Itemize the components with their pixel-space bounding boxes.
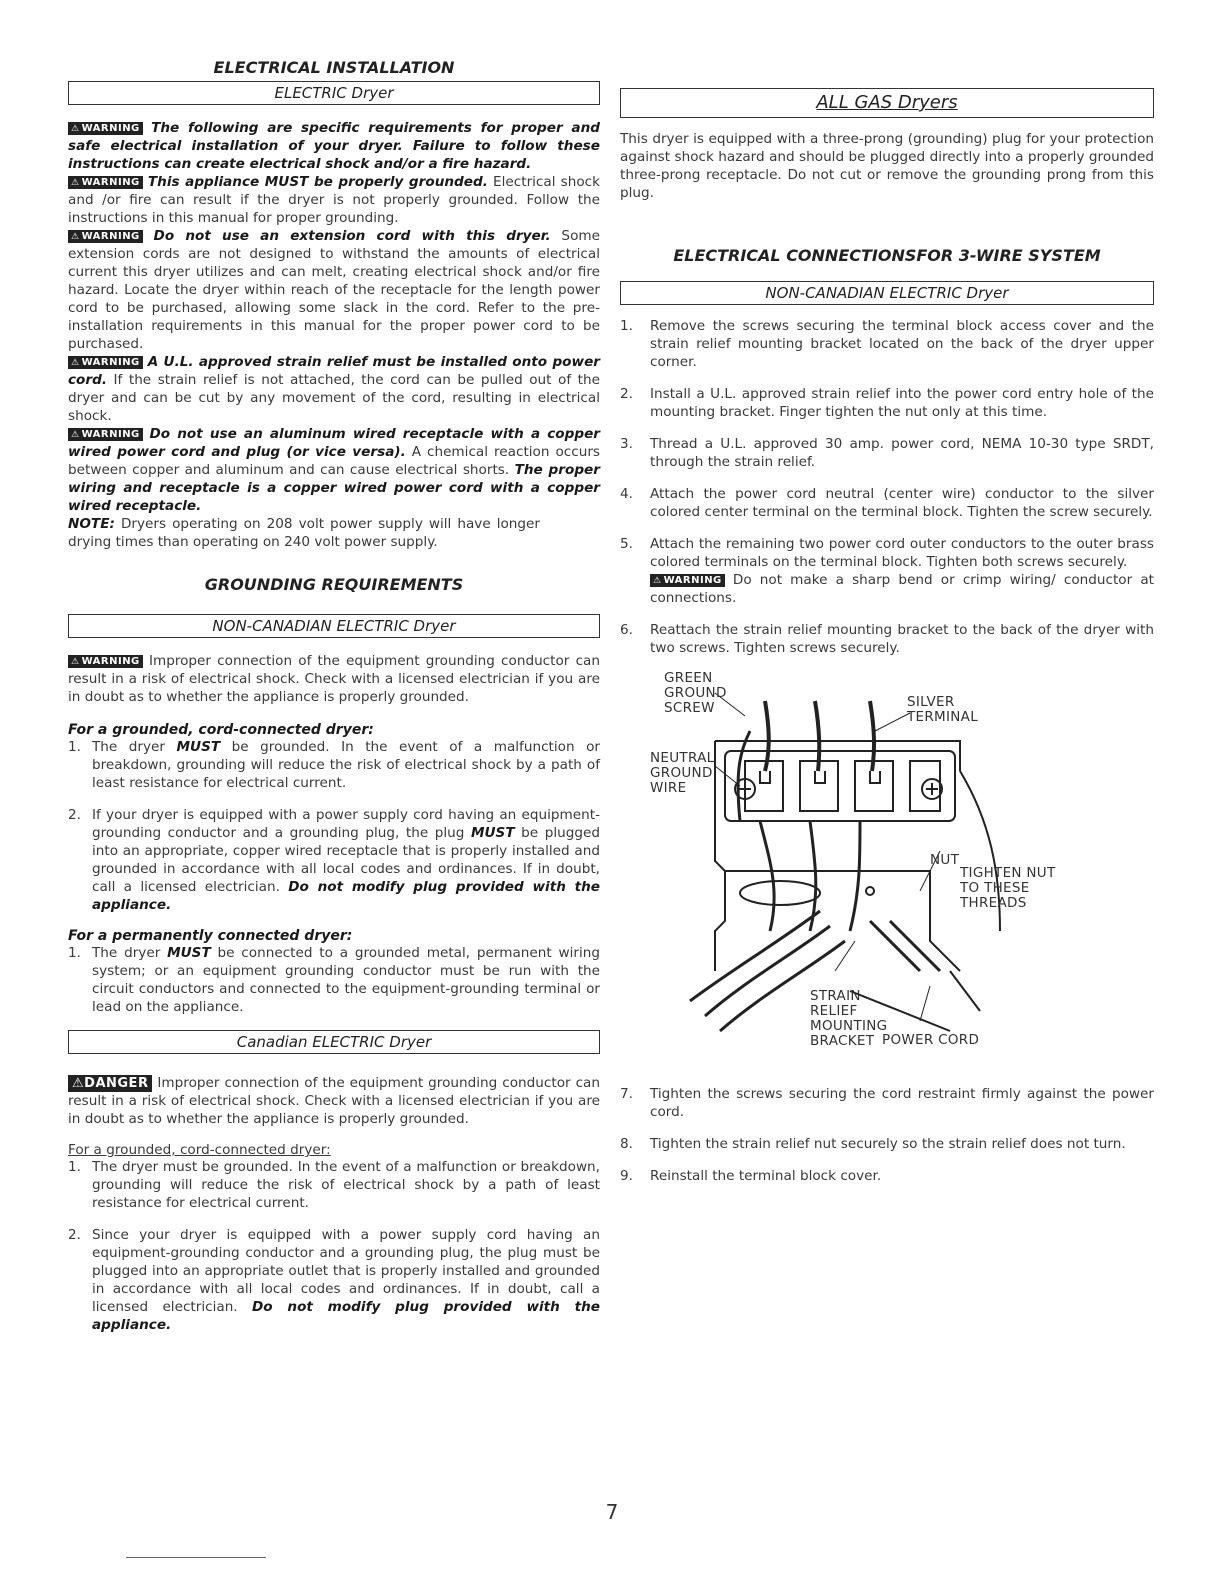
final-steps [620, 1085, 1154, 1185]
warning-triangle-icon: ⚠ [71, 358, 80, 368]
label-neutral-ground-wire: NEUTRAL GROUND WIRE [650, 750, 715, 796]
warning-triangle-icon: ⚠ [72, 1076, 85, 1091]
electrical-installation-title: ELECTRICAL INSTALLATION [213, 58, 455, 77]
warning-triangle-icon: ⚠ [71, 178, 80, 188]
warning-triangle-icon: ⚠ [71, 430, 80, 440]
warning-paragraph-4: ⚠ WARNING A U.L. approved strain relief must be installed onto power cord. If the strain relief is not attached, the cord can be pulled out of the dryer and can be cut by any movement of the cord, resulting in electrical shock. [68, 354, 600, 424]
permanently-connected-list [68, 944, 600, 1016]
warning-badge: ⚠ WARNING [68, 428, 143, 441]
warning-triangle-icon: ⚠ [71, 232, 80, 242]
list-item: 2. Since your dryer is equipped with a power supply cord having an equipment-grounding conductor and a grounding plug, the plug must be plugged into an appropriate outlet that is properly installed and grounded in accordance with all local codes and ordinances. If in doubt, call a licensed electrician. Do not modify plug provided with the appliance. [68, 1227, 600, 1333]
label-power-cord: POWER CORD [882, 1032, 980, 1048]
list-item: 1. The dryer must be grounded. In the event of a malfunction or breakdown, grounding will reduce the risk of electrical shock by a path of least resistance for electrical current. [68, 1159, 600, 1211]
right-column [620, 58, 1154, 1199]
label-nut: NUT [930, 852, 960, 868]
list-item: 1. The dryer MUST be grounded. In the event of a malfunction or breakdown, grounding will reduce the risk of electrical shock by a path of least resistance for electrical current. [68, 739, 600, 791]
list-item: 1. Remove the screws securing the terminal block access cover and the strain relief mounting bracket located on the back of the dryer upper corner. [620, 318, 1154, 370]
warning-paragraph-6: ⚠ WARNING Improper connection of the equipment grounding conductor can result in a risk of electrical shock. Check with a licensed electrician if you are in doubt as to whether the appliance is properly grounded. [68, 653, 600, 705]
warning-triangle-icon: ⚠ [653, 576, 662, 586]
list-item: 9. Reinstall the terminal block cover. [620, 1168, 882, 1184]
warning-badge: ⚠ WARNING [68, 230, 143, 243]
canadian-header: Canadian ELECTRIC Dryer [68, 1030, 600, 1054]
grounding-requirements-title: GROUNDING REQUIREMENTS [204, 575, 464, 594]
warning-paragraph-3: ⚠ WARNING Do not use an extension cord with this dryer. Some extension cords are not designed to withstand the amounts of electrical current this dryer utilizes and can melt, creating electrical shock and/or fire hazard. Locate the dryer within reach of the receptacle for the length power cord to be purchased, allowing some slack in the cord. Refer to the pre-installation requirements in this manual for the proper power cord to be purchased. [68, 228, 600, 352]
list-item: 5. Attach the remaining two power cord outer conductors to the outer brass colored terminals on the terminal block. Tighten both screws securely. ⚠ WARNING Do not make a sharp bend or crimp wiring/ conductor at connections. [620, 536, 1154, 606]
warning-triangle-icon: ⚠ [71, 657, 80, 667]
label-silver-terminal: SILVER TERMINAL [907, 694, 979, 725]
warning-badge: ⚠ WARNING [68, 122, 143, 135]
list-item: 8. Tighten the strain relief nut securely so the strain relief does not turn. [620, 1136, 1126, 1152]
non-canadian-header-right: NON-CANADIAN ELECTRIC Dryer [620, 281, 1154, 305]
permanently-connected-heading: For a permanently connected dryer: [68, 928, 353, 944]
list-item: 2. If your dryer is equipped with a power supply cord having an equipment-grounding conductor and a grounding plug, the plug MUST be plugged into an appropriate, copper wired receptacle that is properly installed and grounded in accordance with all local codes and ordinances. If in doubt, call a licensed electrician. Do not modify plug provided with the appliance. [68, 807, 601, 913]
list-item: 2. Install a U.L. approved strain relief into the power cord entry hole of the mounting bracket. Finger tighten the nut only at this time. [620, 386, 1154, 420]
label-tighten-nut: TIGHTEN NUT TO THESE THREADS [960, 865, 1056, 911]
warning-badge: ⚠ WARNING [68, 655, 143, 668]
warning-badge: ⚠ WARNING [68, 176, 143, 189]
left-column [68, 58, 600, 1348]
electric-dryer-header: ELECTRIC Dryer [68, 81, 600, 105]
danger-paragraph: ⚠DANGER Improper connection of the equipment grounding conductor can result in a risk of electrical shock. Check with a licensed electrician if you are in doubt as to whether the appliance is properly grounded. [68, 1075, 600, 1127]
warning-paragraph-2: ⚠ WARNING This appliance MUST be properly grounded. Electrical shock and /or fire can result if the dryer is not properly grounded. Follow the instructions in this manual for proper grounding. [68, 174, 601, 226]
list-item: 3. Thread a U.L. approved 30 amp. power cord, NEMA 10-30 type SRDT, through the strain relief. [620, 436, 1154, 470]
terminal-block-diagram [620, 671, 1154, 1071]
list-item: 6. Reattach the strain relief mounting bracket to the back of the dryer with two screws. Tighten screws securely. [620, 622, 1154, 656]
connection-steps [620, 317, 1154, 657]
footer-rule [126, 1557, 266, 1558]
warning-paragraph-1: ⚠ WARNING The following are specific requirements for proper and safe electrical installation of your dryer. Failure to follow these instructions can create electrical shock and/or a fire hazard. [68, 120, 600, 172]
gas-dryer-paragraph: This dryer is equipped with a three-prong (grounding) plug for your protection against shock hazard and should be plugged directly into a properly grounded three-prong receptacle. Do not cut or remove the grounding prong from this plug. [620, 131, 1154, 201]
three-wire-title: ELECTRICAL CONNECTIONSFOR 3-WIRE SYSTEM [673, 246, 1101, 265]
label-strain-relief: STRAIN RELIEF MOUNTING BRACKET [810, 988, 888, 1049]
cord-connected-list [68, 738, 600, 914]
warning-paragraph-5: ⚠ WARNING Do not use an aluminum wired receptacle with a copper wired power cord and plug (or vice versa). A chemical reaction occurs between copper and aluminum and can cause electrical shorts. The proper wiring and receptacle is a copper wired power cord with a copper wired receptacle. [68, 426, 601, 514]
cord-connected-heading: For a grounded, cord-connected dryer: [68, 722, 374, 738]
list-item: 7. Tighten the screws securing the cord restraint firmly against the power cord. [620, 1086, 1154, 1120]
list-item: 4. Attach the power cord neutral (center wire) conductor to the silver colored center terminal on the terminal block. Tighten the screw securely. [620, 486, 1154, 520]
canadian-list [68, 1158, 600, 1334]
warning-badge: ⚠ WARNING [68, 356, 143, 369]
all-gas-dryers-header: ALL GAS Dryers [620, 88, 1154, 118]
canadian-cord-heading: For a grounded, cord-connected dryer: [68, 1142, 331, 1158]
list-item: 1. The dryer MUST be connected to a grounded metal, permanent wiring system; or an equipment grounding conductor must be run with the circuit conductors and connected to the equipment-grounding terminal or lead on the appliance. [68, 945, 601, 1015]
warning-triangle-icon: ⚠ [71, 124, 80, 134]
page-number: 7 [605, 1500, 619, 1524]
label-green-ground-screw: GREEN GROUND SCREW [664, 670, 727, 716]
non-canadian-header: NON-CANADIAN ELECTRIC Dryer [68, 614, 600, 638]
danger-badge: ⚠DANGER [68, 1075, 152, 1092]
note-paragraph: NOTE: Dryers operating on 208 volt power supply will have longer drying times than operating on 240 volt power supply. [68, 516, 540, 550]
warning-badge: ⚠ WARNING [650, 574, 725, 587]
